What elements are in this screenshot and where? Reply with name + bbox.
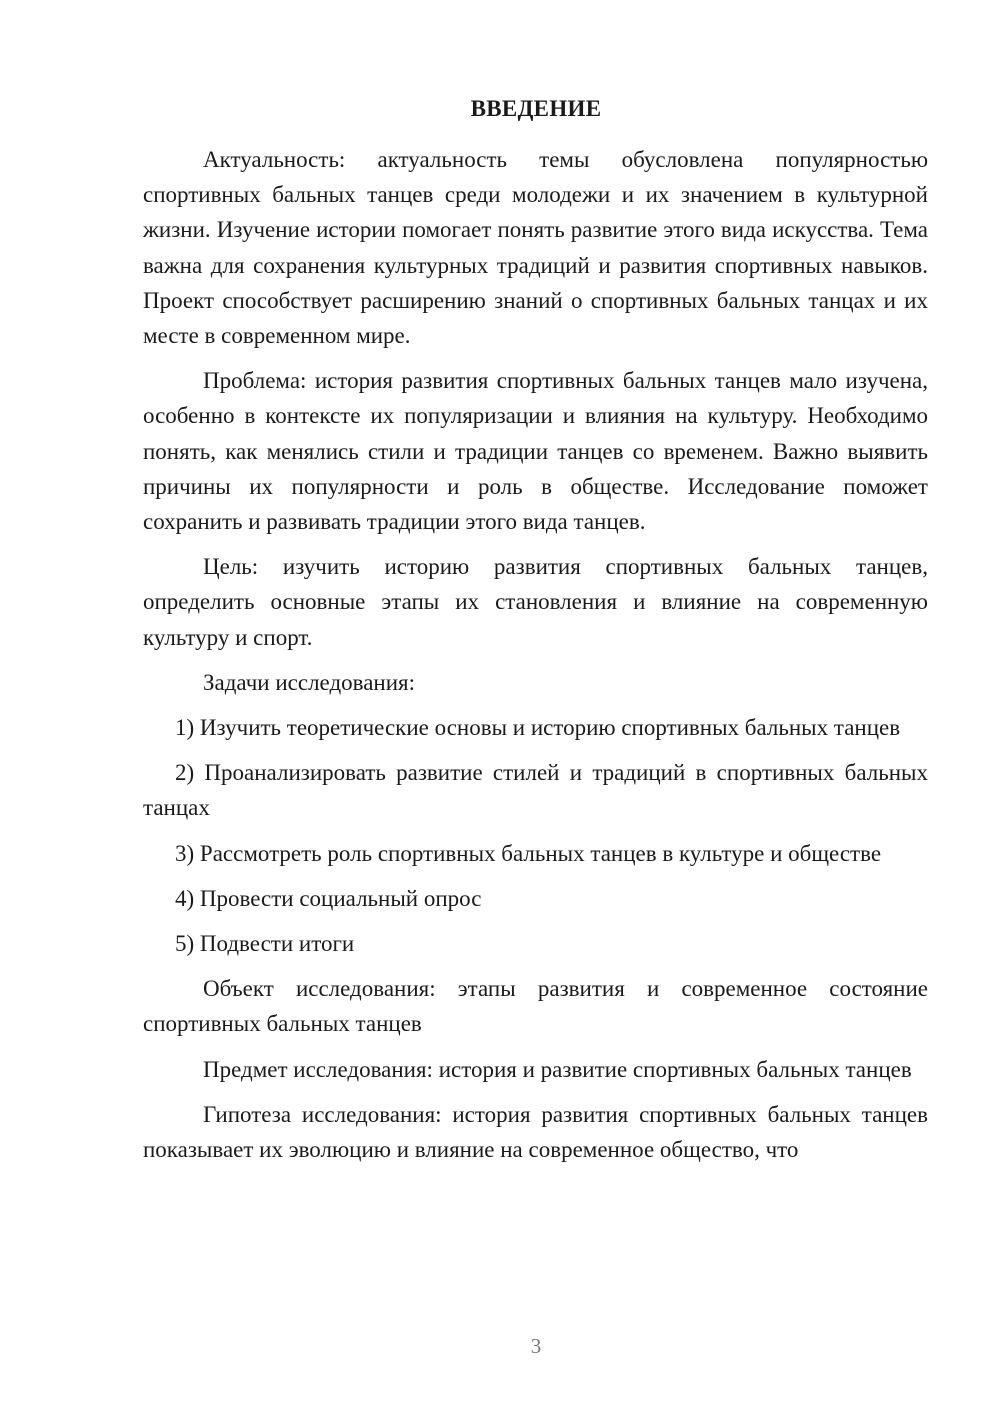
task-item-5: 5) Подвести итоги xyxy=(175,931,355,957)
task-item-4: 4) Провести социальный опрос xyxy=(175,885,482,911)
task-item-3: 3) Рассмотреть роль спортивных бальных танцев в культуре и обществе xyxy=(175,840,882,866)
paragraph-subject: Предмет исследования: история и развитие спортивных бальных танцев xyxy=(203,1056,912,1082)
paragraph-problem: Проблема: история развития спортивных бальных танцев мало изучена, особенно в контексте их популяризации и влияния на культуру. Необходимо понять, как менялись стили и традиции танцев со временем. Важно выявить причины их популярности и роль в обществе. Исследование поможет сохранить и развивать традиции этого вида танцев. xyxy=(143,368,928,535)
task-item-1: 1) Изучить теоретические основы и историю спортивных бальных танцев xyxy=(175,715,901,741)
document-body xyxy=(143,142,928,1177)
paragraph-object: Объект исследования: этапы развития и современное состояние спортивных бальных танцев xyxy=(143,976,928,1037)
task-item-2: 2) Проанализировать развитие стилей и традиций в спортивных бальных танцах xyxy=(143,760,928,821)
page-title: ВВЕДЕНИЕ xyxy=(470,96,602,121)
paragraph-goal: Цель: изучить историю развития спортивных бальных танцев, определить основные этапы их становления и влияние на современную культуру и спорт. xyxy=(143,554,928,650)
paragraph-hypothesis: Гипотеза исследования: история развития спортивных бальных танцев показывает их эволюцию и влияние на современное общество, что xyxy=(143,1101,928,1163)
paragraph-tasks-heading: Задачи исследования: xyxy=(203,669,416,695)
page-number: 3 xyxy=(530,1334,542,1358)
paragraph-relevance: Актуальность: актуальность темы обусловлена популярностью спортивных бальных танцев среди молодежи и их значением в культурной жизни. Изучение истории помогает понять развитие этого вида искусства. Тема важна для сохранения культурных традиций и развития спортивных навыков. Проект способствует расширению знаний о спортивных бальных танцах и их месте в современном мире. xyxy=(143,147,928,349)
